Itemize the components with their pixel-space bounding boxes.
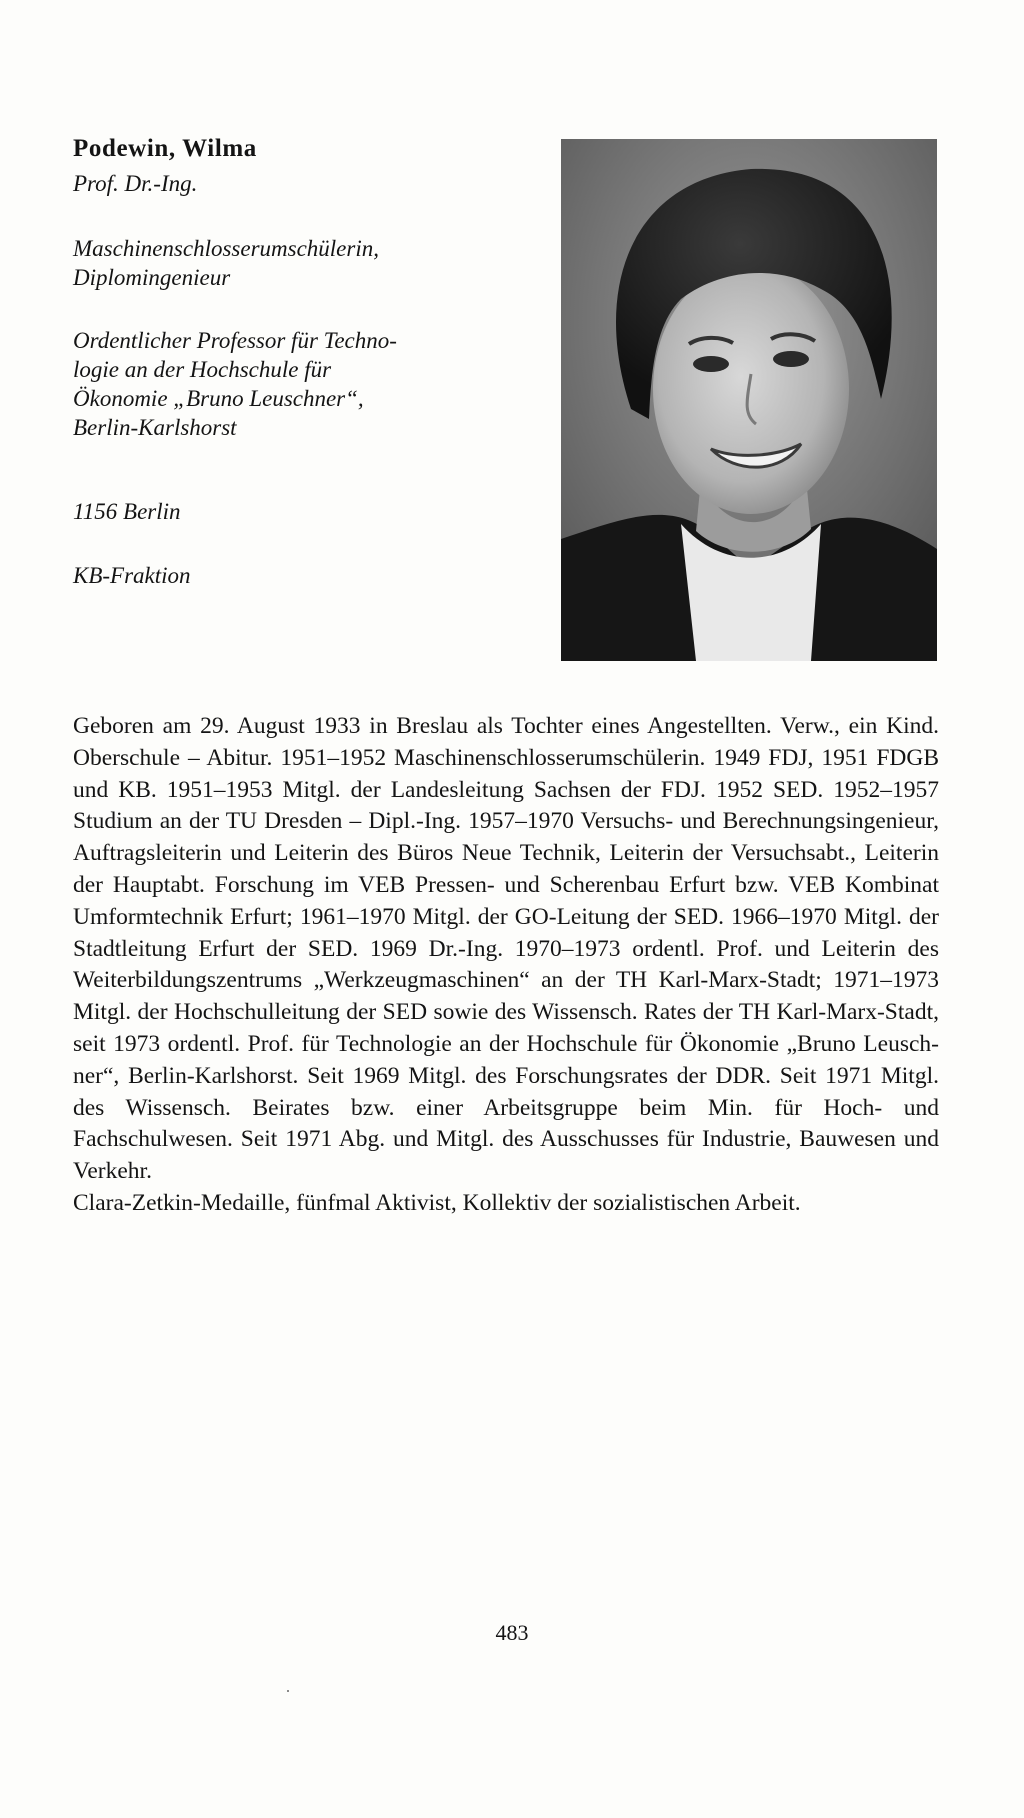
faction-text: KB-Fraktion — [73, 563, 191, 588]
academic-title: Prof. Dr.-Ing. — [73, 171, 198, 196]
print-speck — [287, 1690, 289, 1692]
portrait-illustration — [561, 139, 937, 661]
biography-paragraph: Geboren am 29. August 1933 in Breslau als Tochter eines Angestellten. Verw., ein Kind. Oberschule – Abitur. 1951–1952 Maschinenschlosserumschülerin. 1949 FDJ, 1951 FDGB und KB. 1951–1953 Mitgl. der Landesleitung Sachsen der FDJ. 1952 SED. 1952–1957 Studium an der TU Dresden – Dipl.-Ing. 1957–1970 Versuchs- und Berechnungsingenieur, Auftragsleiterin und Leiterin des Büros Neue Technik, Leiterin der Versuchsabt., Leiterin der Hauptabt. Forschung im VEB Pressen- und Scherenbau Erfurt bzw. VEB Kombinat Umformtechnik Erfurt; 1961–1970 Mitgl. der GO-Leitung der SED. 1966–1970 Mitgl. der Stadtleitung Erfurt der SED. 1969 Dr.-Ing. 1970–1973 ordentl. Prof. und Leiterin des Weiterbildungszentrums „Werkzeugmaschinen“ an der TH Karl-Marx-Stadt; 1971–1973 Mitgl. der Hochschulleitung der SED sowie des Wissensch. Rates der TH Karl-Marx-Stadt, seit 1973 ordentl. Prof. für Technologie an der Hochschule für Ökonomie „Bruno Leuschner“, Berlin-Karlshorst. Seit 1969 Mitgl. des Forschungsrates der DDR. Seit 1971 Mitgl. des Wissensch. Beirates bzw. einer Arbeitsgruppe beim Min. für Hoch- und Fachschulwesen. Seit 1971 Abg. und Mitgl. des Ausschusses für Industrie, Bauwesen und Verkehr. — [73, 713, 939, 1185]
face — [653, 264, 849, 514]
biography — [73, 711, 939, 1220]
entry-name: Podewin, Wilma — [73, 135, 257, 162]
right-eye — [773, 351, 809, 367]
entry-location — [73, 497, 493, 526]
position-line: Ökonomie „Bruno Leuschner“, — [73, 386, 364, 411]
page-number: 483 — [495, 1620, 529, 1645]
entry-position — [73, 326, 493, 442]
entry-faction — [73, 561, 493, 590]
biography-paragraph: Clara-Zetkin-Medaille, fünfmal Aktivist, Kollektiv der sozialistischen Arbeit. — [73, 1189, 801, 1216]
education-line: Diplomingenieur — [73, 265, 231, 290]
position-line: logie an der Hochschule für — [73, 357, 332, 382]
entry-education — [73, 234, 493, 292]
position-line: Berlin-Karlshorst — [73, 415, 237, 440]
portrait-photo — [561, 139, 937, 661]
position-line: Ordentlicher Professor für Techno- — [73, 328, 397, 353]
location-text: 1156 Berlin — [73, 499, 181, 524]
education-line: Maschinenschlosserumschülerin, — [73, 236, 379, 261]
left-eye — [693, 356, 729, 372]
entry-title — [73, 169, 493, 198]
